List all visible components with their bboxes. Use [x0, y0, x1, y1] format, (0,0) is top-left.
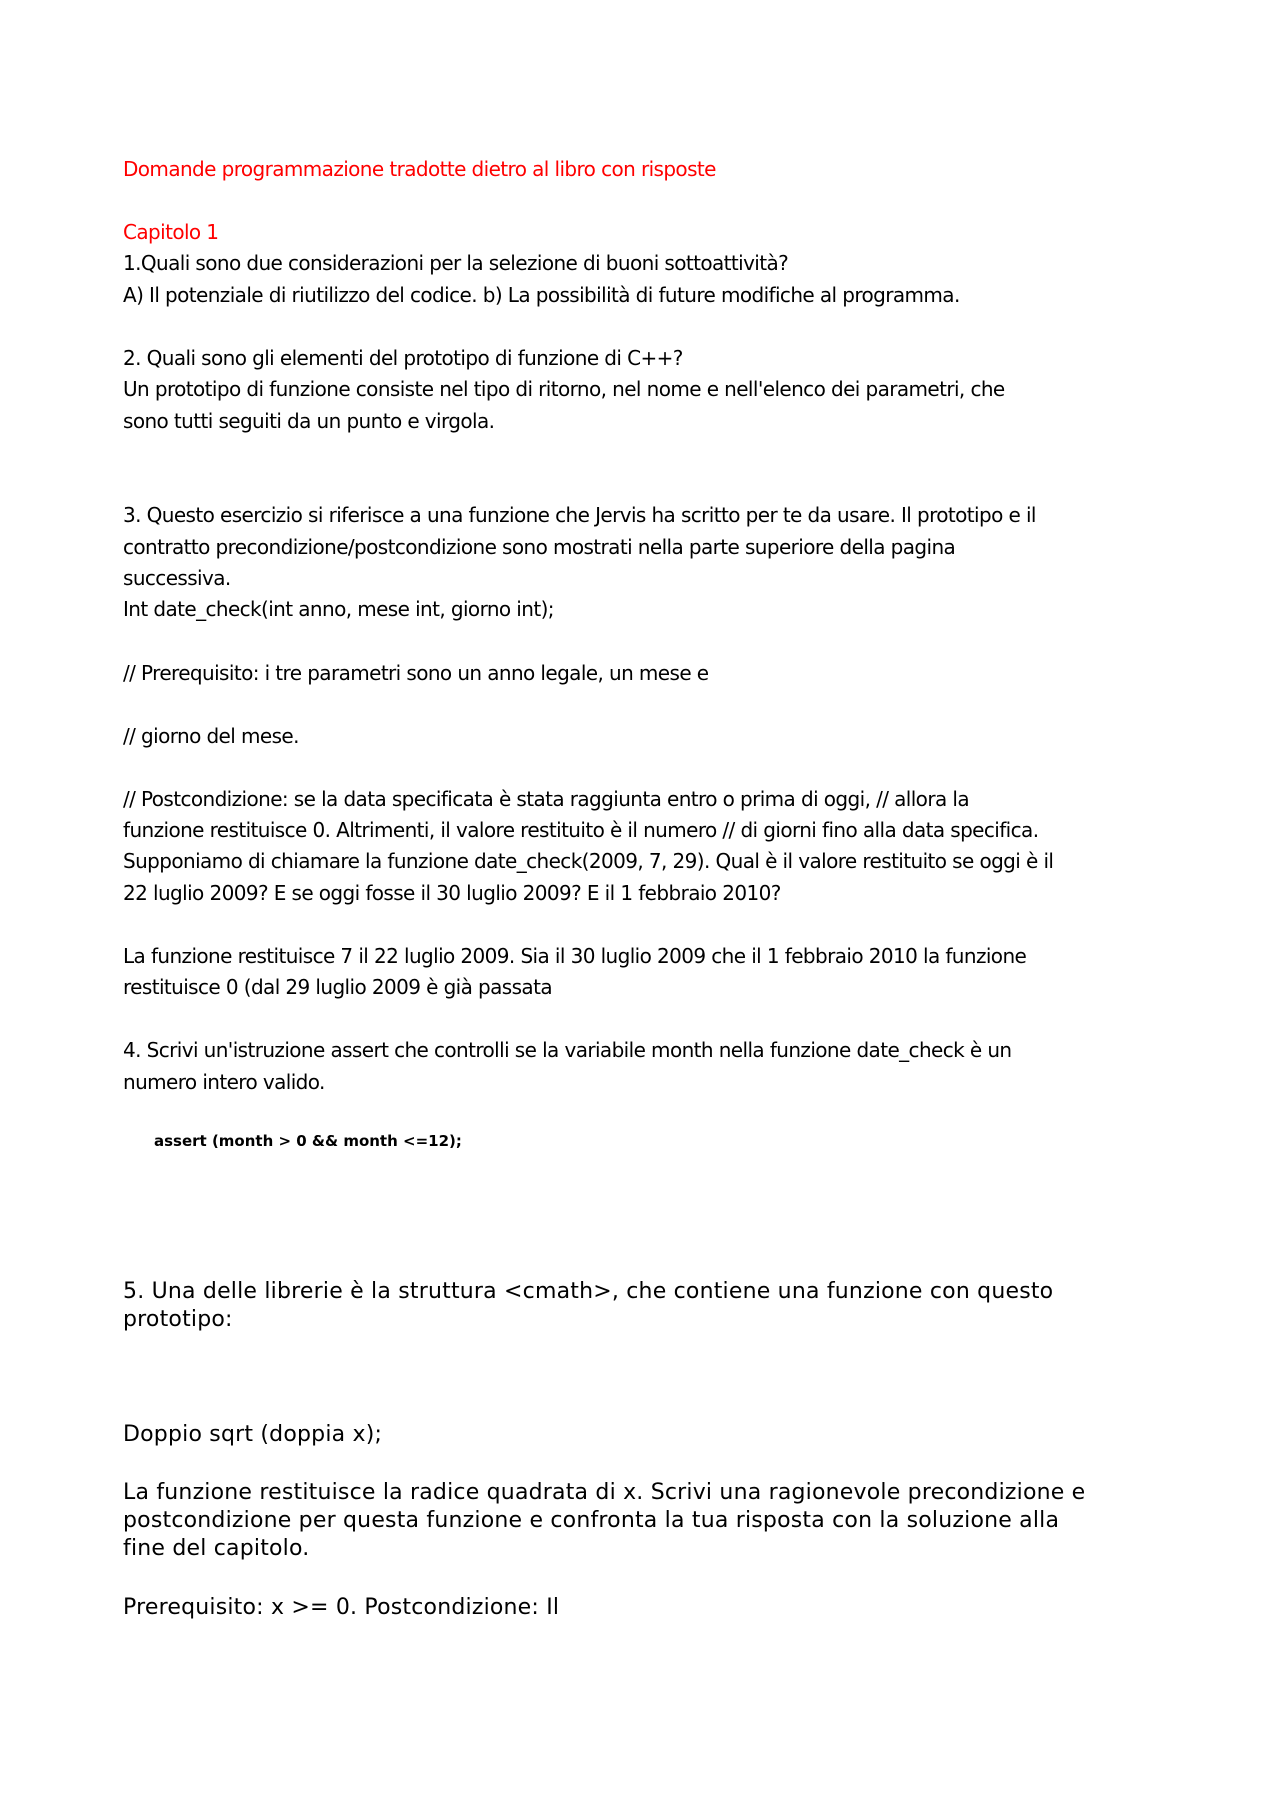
postcondition-line-3: Supponiamo di chiamare la funzione date_check(2009, 7, 29). Qual è il valore restituito se oggi è il — [123, 849, 1054, 873]
postcondition-line-1: // Postcondizione: se la data specificata è stata raggiunta entro o prima di oggi, // allora la — [123, 787, 969, 811]
question-2: 2. Quali sono gli elementi del prototipo di funzione di C++? — [123, 346, 683, 370]
postcondition-line-4: 22 luglio 2009? E se oggi fosse il 30 luglio 2009? E il 1 febbraio 2010? — [123, 881, 781, 905]
question-5-body-line-1: La funzione restituisce la radice quadrata di x. Scrivi una ragionevole precondizione e — [123, 1480, 1086, 1505]
chapter-heading: Capitolo 1 — [123, 220, 219, 244]
question-5-body-line-2: postcondizione per questa funzione e confronta la tua risposta con la soluzione alla — [123, 1508, 1060, 1533]
question-3-line-3: successiva. — [123, 566, 231, 590]
postcondition-line-2: funzione restituisce 0. Altrimenti, il valore restituito è il numero // di giorni fino alla data specifica. — [123, 818, 1039, 842]
question-1: 1.Quali sono due considerazioni per la selezione di buoni sottoattività? — [123, 251, 789, 275]
question-5-line-2: prototipo: — [123, 1307, 233, 1332]
question-3-line-2: contratto precondizione/postcondizione sono mostrati nella parte superiore della pagina — [123, 535, 956, 559]
answer-3-line-2: restituisce 0 (dal 29 luglio 2009 è già passata — [123, 975, 552, 999]
answer-2-line-2: sono tutti seguiti da un punto e virgola. — [123, 409, 495, 433]
document-title: Domande programmazione tradotte dietro al libro con risposte — [123, 157, 716, 181]
function-prototype: Int date_check(int anno, mese int, giorno int); — [123, 597, 554, 621]
answer-5: Prerequisito: x >= 0. Postcondizione: Il — [123, 1595, 560, 1620]
assert-code: assert (month > 0 && month <=12); — [154, 1132, 462, 1150]
question-3-line-1: 3. Questo esercizio si riferisce a una funzione che Jervis ha scritto per te da usare. Il prototipo e il — [123, 503, 1036, 527]
answer-1: A) Il potenziale di riutilizzo del codice. b) La possibilità di future modifiche al programma. — [123, 283, 960, 307]
question-4-line-2: numero intero valido. — [123, 1070, 325, 1094]
question-5-line-1: 5. Una delle librerie è la struttura <cmath>, che contiene una funzione con questo — [123, 1279, 1054, 1304]
question-5-body-line-3: fine del capitolo. — [123, 1536, 310, 1561]
sqrt-prototype: Doppio sqrt (doppia x); — [123, 1422, 383, 1447]
question-4-line-1: 4. Scrivi un'istruzione assert che controlli se la variabile month nella funzione date_check è un — [123, 1038, 1012, 1062]
answer-3-line-1: La funzione restituisce 7 il 22 luglio 2009. Sia il 30 luglio 2009 che il 1 febbraio 2010 la funzione — [123, 944, 1027, 968]
answer-2-line-1: Un prototipo di funzione consiste nel tipo di ritorno, nel nome e nell'elenco dei parametri, che — [123, 377, 1005, 401]
precondition-comment-2: // giorno del mese. — [123, 724, 299, 748]
precondition-comment-1: // Prerequisito: i tre parametri sono un anno legale, un mese e — [123, 661, 709, 685]
